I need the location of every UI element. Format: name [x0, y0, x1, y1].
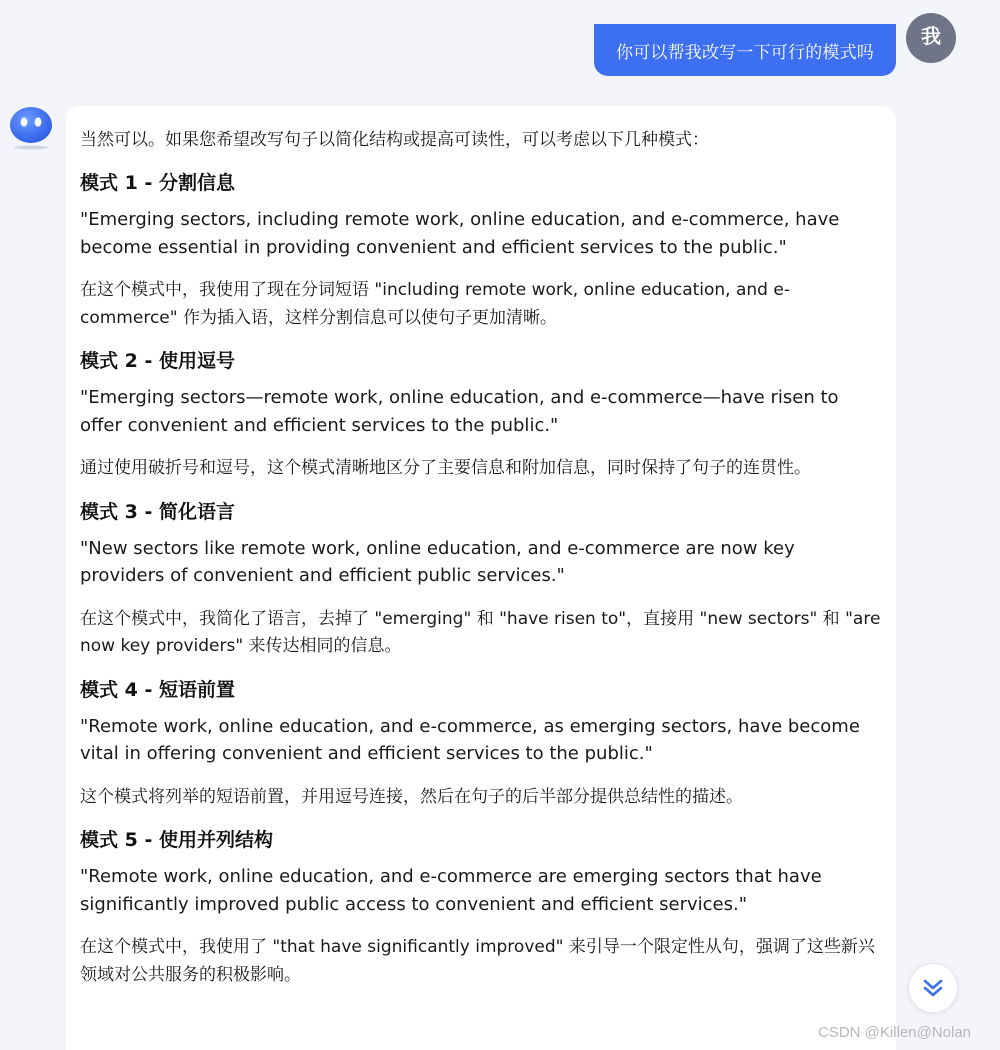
mode-quote: "Remote work, online education, and e-commerce, as emerging sectors, have become vital in offering convenient and efficient services to the public." [80, 715, 860, 764]
mode-section-1 [80, 169, 882, 332]
robot-face-icon [9, 106, 53, 150]
mode-explanation: 在这个模式中，我使用了 "that have significantly improved" 来引导一个限定性从句，强调了这些新兴领域对公共服务的积极影响。 [80, 937, 875, 985]
user-avatar[interactable] [906, 13, 956, 63]
user-message-text: 你可以帮我改写一下可行的模式吗 [616, 42, 874, 63]
mode-title: 模式 4 - 短语前置 [80, 678, 235, 701]
watermark: CSDN @Killen@Nolan [818, 1024, 972, 1041]
double-chevron-down-icon [921, 976, 945, 1000]
mode-explanation: 这个模式将列举的短语前置，并用逗号连接，然后在句子的后半部分提供总结性的描述。 [80, 786, 743, 807]
user-message-bubble [594, 24, 896, 76]
mode-title: 模式 3 - 简化语言 [80, 500, 235, 523]
mode-title: 模式 1 - 分割信息 [80, 172, 235, 194]
mode-quote: "Remote work, online education, and e-commerce are emerging sectors that have significantly improved public access to convenient and efficient services." [80, 866, 822, 915]
mode-title: 模式 2 - 使用逗号 [80, 350, 235, 372]
mode-quote: "Emerging sectors, including remote work, online education, and e-commerce, have become essential in providing convenient and efficient services to the public." [80, 209, 840, 258]
mode-section-5 [80, 826, 882, 989]
mode-title: 模式 5 - 使用并列结构 [80, 829, 273, 851]
scroll-to-bottom-button[interactable] [908, 963, 958, 1013]
mode-section-4 [80, 676, 882, 812]
mode-quote: "New sectors like remote work, online education, and e-commerce are now key providers of convenient and efficient public services." [80, 537, 795, 586]
user-avatar-label: 我 [921, 24, 941, 48]
assistant-message-card [66, 106, 896, 1050]
mode-section-2 [80, 347, 882, 483]
mode-explanation: 在这个模式中，我使用了现在分词短语 "including remote work, online education, and e-commerce" 作为插入语，这样分割信息可以使句子更加清晰。 [80, 280, 790, 328]
mode-section-3 [80, 498, 882, 661]
mode-explanation: 在这个模式中，我简化了语言，去掉了 "emerging" 和 "have risen to"，直接用 "new sectors" 和 "are now key providers" 来传达相同的信息。 [80, 608, 881, 656]
mode-explanation: 通过使用破折号和逗号，这个模式清晰地区分了主要信息和附加信息，同时保持了句子的连贯性。 [80, 458, 811, 478]
mode-quote: "Emerging sectors—remote work, online education, and e-commerce—have risen to offer convenient and efficient services to the public." [80, 387, 839, 436]
assistant-intro: 当然可以。如果您希望改写句子以简化结构或提高可读性，可以考虑以下几种模式： [80, 130, 709, 150]
